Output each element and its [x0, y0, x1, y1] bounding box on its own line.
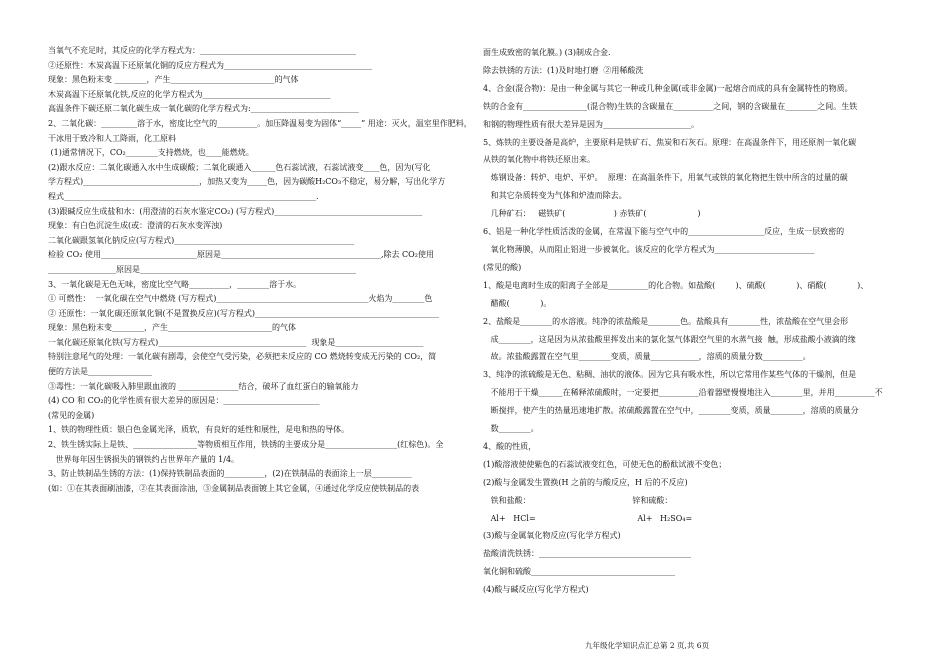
left-column — [48, 44, 472, 496]
text-line: 二氧化碳跟氢氧化钠反应(写方程式)_____________________________________________ — [48, 235, 355, 245]
text-line: 高温条件下碳还原二氧化碳生成一氧化碳的化学方程式为:___________________________ — [48, 104, 359, 114]
text-line: ② 还原性：一氧化碳还原氧化铜(不是置换反应)(写方程式)______________________________________________ — [48, 308, 440, 318]
text-line: 1、铁的物理性质：银白色金属光泽，质软，有良好的延性和展性，是电和热的导体。 — [48, 425, 350, 435]
text-line: 4、酸的性质， — [483, 441, 537, 451]
text-line: 成________，这是因为从浓盐酸里挥发出来的氯化氢气体跟空气里的水蒸气接 触，形成盐酸小液滴的缘 — [483, 334, 856, 344]
text-line: 1、酸是电离时生成的阳离子全部是__________的化合物。如盐酸( )、硫酸( )、硝酸( )、 — [483, 280, 869, 290]
text-line: 除去铁锈的方法：(1)及时地打磨 ②用稀酸洗 — [483, 65, 644, 75]
text-line: 断搅拌，使产生的热量迅速地扩散。浓硫酸露置在空气中，________变质，质量________，溶质的质量分 — [483, 406, 859, 416]
text-line: 不能用于干燥______在稀释浓硫酸时，一定要把__________沿着器壁慢慢地注入________里，并用__________不 — [483, 388, 883, 398]
text-line: 2、二氧化碳：_________溶于水，密度比空气的__________。加压降温易变为固体“_____” 用途：灭火，温室里作肥料， — [48, 118, 472, 128]
text-line: 故。浓盐酸露置在空气里________变质，质量____________，溶质的质量分数__________。 — [483, 352, 811, 362]
text-line: 和其它杂质转变为气体和炉渣而除去。 — [483, 191, 627, 201]
page-footer: 九年级化学知识点汇总第 2 页,共 6页 — [585, 641, 710, 650]
text-line: Al+ HCl= Al+ H₂SO₄= — [483, 513, 693, 523]
text-line: ③毒性：一氧化碳吸入肺里跟血液的 _______________结合，破坏了血红蛋白的输氧能力 — [48, 381, 359, 391]
text-line: (1)通常情况下，CO₂________支持燃烧，也____能燃烧。 — [48, 148, 254, 158]
text-line: 铁的合金有________________(混合物)生铁的含碳量在__________之间，钢的含碳量在________之间。生铁 — [483, 101, 858, 111]
text-line: (常见的酸) — [483, 262, 522, 272]
text-line: (常见的金属) — [48, 410, 95, 420]
text-line: (3)跟碱反应生成盐和水：(用澄清的石灰水鉴定CO₂) (写方程式)_____________________________________ — [48, 206, 423, 216]
text-line: 铁和盐酸： 锌和硫酸： — [483, 495, 673, 505]
text-line: 干冰用于致冷和人工降雨，化工原料 — [48, 133, 176, 143]
text-line: 特别注意尾气的处理：一氧化碳有剧毒，会使空气受污染，必须把未反应的 CO 燃烧转变成无污染的 CO₂，简 — [48, 352, 437, 362]
text-line: 现象：黑色粉末变 ________，产生__________________________的气体 — [48, 75, 299, 85]
text-line: 3、一氧化碳是无色无味，密度比空气略__________，________溶于水。 — [48, 279, 302, 289]
text-line: 6、铝是一种化学性质活泼的金属，在常温下能与空气中的___________________反应，生成一层致密的 — [483, 227, 845, 237]
text-line: 盐酸清洗铁锈：______________________________________ — [483, 549, 691, 559]
text-line: _________________原因是______________________________________________________ — [48, 264, 356, 274]
text-line: 便的方法是________________ — [48, 367, 152, 377]
text-line: (3)酸与金属氧化物反应(写化学方程式) — [483, 531, 621, 541]
text-line: 5、炼铁的主要设备是高炉，主要原料是铁矿石、焦炭和石灰石。原理：在高温条件下，用还原剂一氧化碳 — [483, 137, 857, 147]
text-line: 3、纯净的浓硫酸是无色、粘稠、油状的液体。因为它具有吸水性，所以它常用作某些气体的干燥剂，但是 — [483, 370, 857, 380]
text-line: 学方程式)_____________________________，加热又变为_____色，因为碳酸H₂CO₃不稳定，易分解，写出化学方 — [48, 177, 446, 187]
text-line: 2、盐酸是________的水溶液。纯净的浓盐酸是________色。盐酸具有________性，浓盐酸在空气里会形 — [483, 316, 849, 326]
text-line: 现象：黑色粉末变________，产生__________________________的气体 — [48, 323, 296, 333]
text-line: 当氧气不充足时，其反应的化学方程式为：_______________________________________ — [48, 46, 356, 55]
text-line: ① 可燃性： 一氧化碳在空气中燃烧 (写方程式)______________________________________火焰为________色 — [48, 294, 433, 304]
text-line: 检验 CO₂ 使用________________________原因是________________________________________,除去 CO₂使用 — [48, 250, 434, 260]
text-line: 程式_______________________________________________________________. — [48, 191, 319, 201]
text-line: 木炭高温下还原氧化铁,反应的化学方程式为________________________________ — [48, 89, 331, 99]
text-line: 从铁的氧化物中将铁还原出来。 — [483, 155, 595, 165]
text-line: 3、防止铁制品生锈的方法：(1)保持铁制品表面的__________，(2)在铁制品的表面涂上一层__________ — [48, 469, 412, 479]
text-line: (4)酸与碱反应(写化学方程式) — [483, 585, 589, 595]
text-line: 面生成致密的氧化膜。) (3)制成合金. — [483, 48, 611, 57]
text-line: 和钢的物理性质有很大差异是因为______________________。 — [483, 119, 699, 129]
text-line: (1)酸溶液使使紫色的石蕊试液变红色，可使无色的酚酞试液不变色； — [483, 459, 727, 469]
text-line: 几种矿石： 磁铁矿( ) 赤铁矿( ) — [483, 209, 701, 219]
text-line: 氧化铜和硫酸____________________________________ — [483, 567, 675, 577]
text-line: (2)跟水反应：二氧化碳通入水中生成碳酸；二氧化碳通入______色石蕊试液，石蕊试液变____色，因为(写化 — [48, 162, 431, 172]
right-column — [483, 44, 913, 599]
text-line: 2、铁生锈实际上是铁、________________等物质相互作用，铁锈的主要成分是__________________(红棕色)。全 — [48, 440, 444, 450]
text-line: ②还原性：木炭高温下还原氧化铜的反应方程式为_____________________________________ — [48, 60, 372, 70]
text-line: 现象：有白色沉淀生成(或：澄清的石灰水变浑浊) — [48, 221, 223, 231]
text-line: (2)酸与金属发生置换(H 之前的与酸反应，H 后的不反应) — [483, 477, 688, 487]
text-line: 4、合金(混合物)：是由一种金属与其它一种或几种金属(或非金属)一起熔合而成的具有金属特性的物质。 — [483, 83, 853, 93]
text-line: (如：①在其表面刷油漆，②在其表面涂油，③金属制品表面镀上其它金属，④通过化学反应使铁制品的表 — [48, 483, 420, 493]
text-line: 世界每年因生锈损失的钢铁约占世界年产量的 1/4。 — [48, 454, 240, 464]
text-line: 氧化物薄膜，从而阻止铝进一步被氧化。该反应的化学方程式为_________________________ — [483, 244, 815, 254]
text-line: 炼钢设备：转炉、电炉、平炉。 原理：在高温条件下，用氧气或铁的氧化物把生铁中所含的过量的碳 — [483, 173, 848, 183]
text-line: 醋酸( )。 — [483, 298, 552, 308]
text-line: 一氧化碳还原氧化铁(写方程式)_____________________________________ 现象是______________________ — [48, 337, 424, 347]
text-line: (4) CO 和 CO₂的化学性质有很大差异的原因是：________________________ — [48, 396, 320, 406]
text-line: 数________。 — [483, 424, 539, 434]
